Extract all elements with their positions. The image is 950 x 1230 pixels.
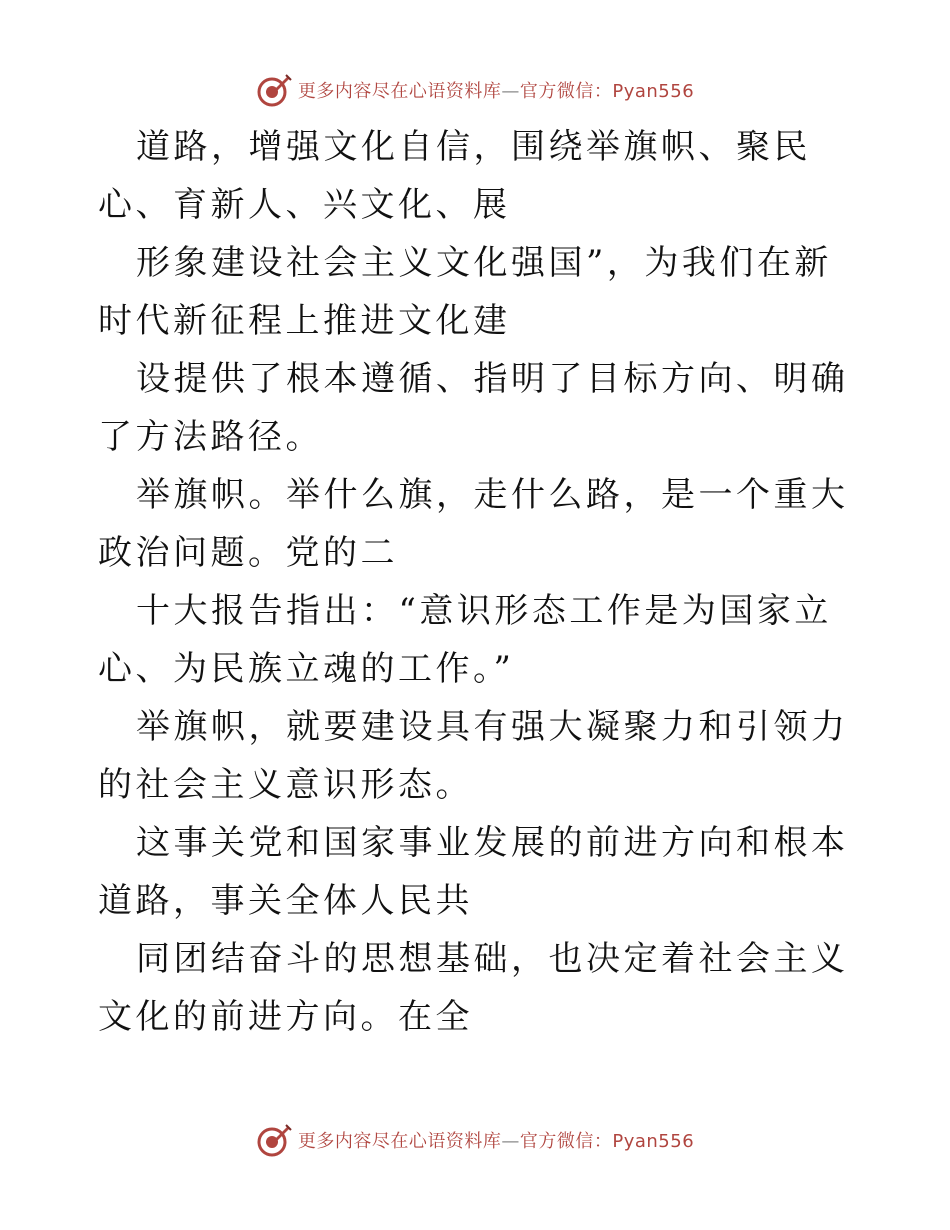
footer-site-text: 更多内容尽在心语资料库	[297, 1131, 502, 1152]
header-banner-text	[298, 77, 694, 103]
paragraph-3: 设提供了根本遵循、指明了目标方向、明确了方法路径。	[98, 359, 849, 457]
paragraph-6: 举旗帜，就要建设具有强大凝聚力和引领力的社会主义意识形态。	[98, 707, 849, 805]
paragraph-8: 同团结奋斗的思想基础，也决定着社会主义文化的前进方向。在全	[98, 939, 849, 1037]
paragraph-4: 举旗帜。举什么旗，走什么路，是一个重大政治问题。党的二	[98, 475, 849, 573]
paragraph-5: 十大报告指出：“意识形态工作是为国家立心、为民族立魂的工作。”	[98, 591, 832, 689]
header-site-text: 更多内容尽在心语资料库	[297, 81, 502, 102]
footer-contact-text: 官方微信：Pyan556	[519, 1131, 695, 1152]
pen-nib-logo-icon	[256, 72, 292, 108]
paragraph-1: 道路，增强文化自信，围绕举旗帜、聚民心、育新人、兴文化、展	[98, 127, 811, 225]
document-body	[98, 118, 853, 1046]
pen-nib-logo-icon	[256, 1122, 292, 1158]
footer-banner-text	[298, 1127, 694, 1153]
header-separator: —	[501, 81, 520, 102]
paragraph-2: 形象建设社会主义文化强国”，为我们在新时代新征程上推进文化建	[98, 243, 832, 341]
header-contact-text: 官方微信：Pyan556	[519, 81, 695, 102]
paragraph-7: 这事关党和国家事业发展的前进方向和根本道路，事关全体人民共	[98, 823, 849, 921]
header-watermark	[0, 70, 950, 110]
footer-watermark	[0, 1120, 950, 1160]
footer-separator: —	[501, 1131, 520, 1152]
